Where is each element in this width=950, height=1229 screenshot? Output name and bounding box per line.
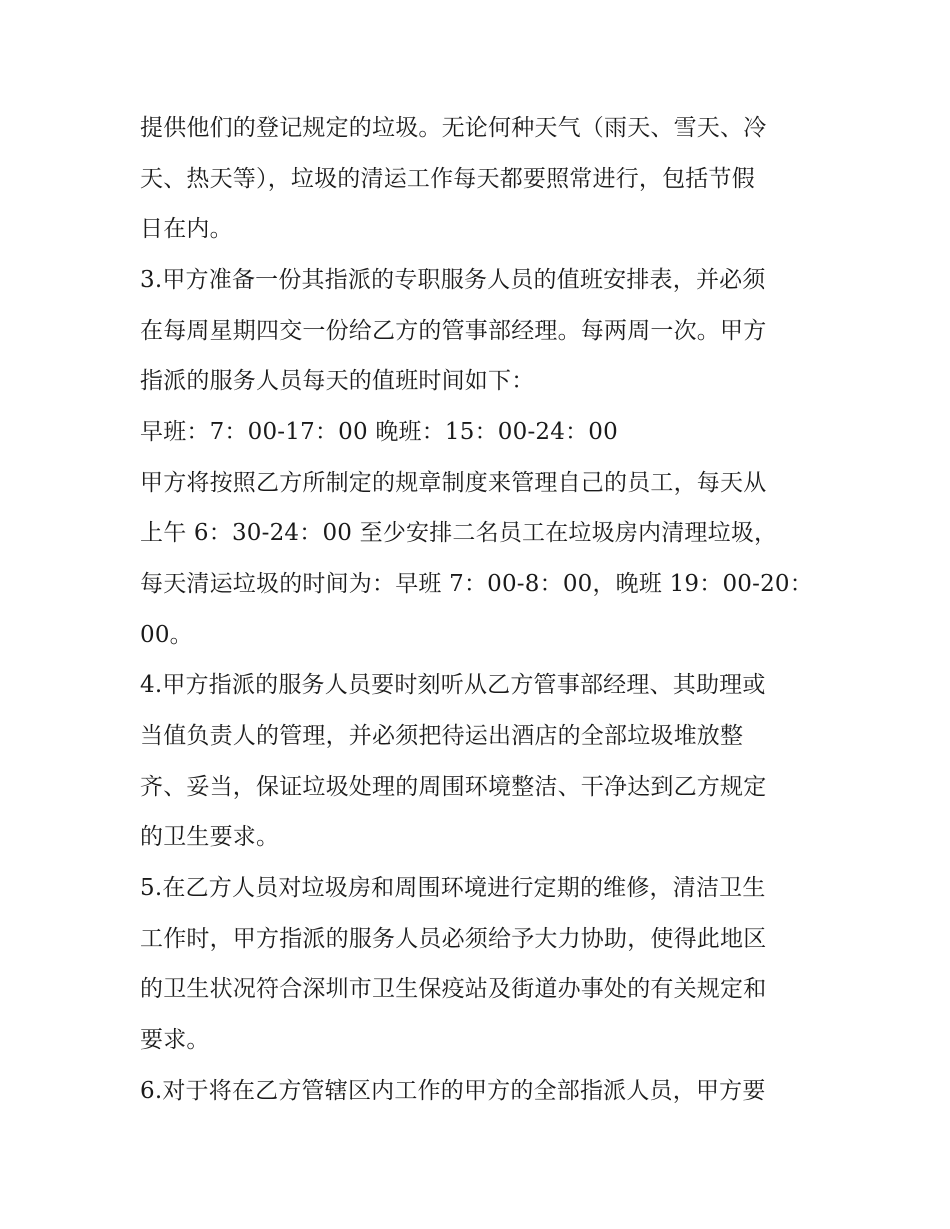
text-line: 每天清运垃圾的时间为：早班 7：00-8：00，晚班 19：00-20： (140, 571, 813, 597)
text-line: 要求。 (140, 1027, 210, 1053)
text-line: 提供他们的登记规定的垃圾。无论何种天气（雨天、雪天、冷 (140, 115, 767, 141)
text-line: 工作时，甲方指派的服务人员必须给予大力协助，使得此地区 (140, 926, 767, 952)
text-line: 上午 6：30-24：00 至少安排二名员工在垃圾房内清理垃圾， (140, 520, 778, 546)
text-line: 天、热天等），垃圾的清运工作每天都要照常进行，包括节假 (140, 166, 755, 192)
text-line: 5.在乙方人员对垃圾房和周围环境进行定期的维修，清洁卫生 (140, 875, 766, 901)
text-line: 日在内。 (140, 216, 233, 242)
text-line: 6.对于将在乙方管辖区内工作的甲方的全部指派人员，甲方要 (140, 1078, 766, 1104)
text-line: 3.甲方准备一份其指派的专职服务人员的值班安排表，并必须 (140, 267, 766, 293)
text-line: 在每周星期四交一份给乙方的管事部经理。每两周一次。甲方 (140, 318, 767, 344)
text-line: 指派的服务人员每天的值班时间如下： (140, 368, 535, 394)
text-line: 的卫生要求。 (140, 824, 280, 850)
text-line: 当值负责人的管理，并必须把待运出酒店的全部垃圾堆放整 (140, 723, 744, 749)
text-line: 早班：7：00-17：00 晚班：15：00-24：00 (140, 419, 618, 445)
text-line: 的卫生状况符合深圳市卫生保疫站及街道办事处的有关规定和 (140, 976, 767, 1002)
text-line: 4.甲方指派的服务人员要时刻听从乙方管事部经理、其助理或 (140, 672, 766, 698)
text-line: 齐、妥当，保证垃圾处理的周围环境整洁、干净达到乙方规定 (140, 774, 767, 800)
text-line: 甲方将按照乙方所制定的规章制度来管理自己的员工，每天从 (140, 470, 767, 496)
text-line: 00。 (140, 622, 193, 648)
